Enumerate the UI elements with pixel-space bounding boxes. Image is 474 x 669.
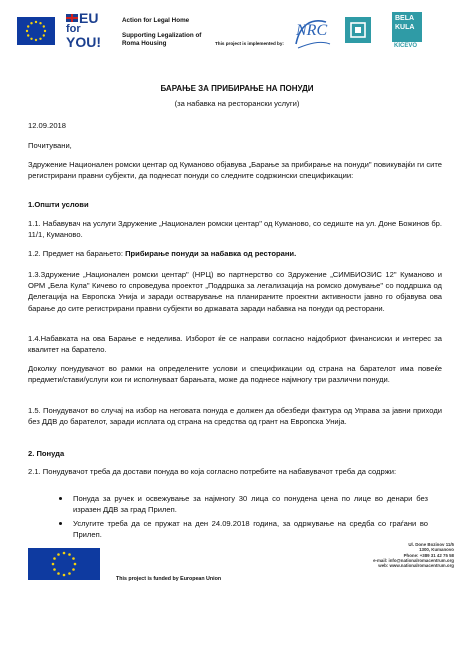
list-item-text: Понуда за ручек и освежување за најмногу 30 лица со понудена цена по лице во денари без изразен ДДВ за град Прилеп. (73, 494, 428, 515)
address-line: Phone: +389 31 42 75 58 (403, 552, 454, 558)
bullet-icon (59, 522, 62, 525)
list-item (73, 518, 428, 540)
document-subtitle: (за набавка на ресторански услуги) (174, 99, 300, 108)
section-2-heading: 2. Понуда (28, 449, 65, 458)
action-title: Action for Legal Home (122, 17, 190, 24)
paragraph-1-4: 1.4.Набавката на ова Барање е неделива. Изборот ќе се направи согласно најдобриот финансиски и интерес за квалитет на баратело. (28, 334, 442, 355)
bela-kula-line-2: KULA (395, 24, 415, 31)
eu-flag-logo (17, 17, 55, 45)
document-title: БАРАЊЕ ЗА ПРИБИРАЊЕ НА ПОНУДИ (160, 84, 314, 93)
paragraph-1-5: 1.5. Понудувачот во случај на избор на неговата понуда е должен да обезбеди фактура од Управа за јавни приходи без ДДВ до барателот, заради исплата од страна на средства од грант на Европска Унија. (28, 406, 442, 427)
address-line: Ul. Done Bozinov 11/5 (408, 542, 454, 547)
footer-address (330, 542, 454, 568)
bela-kula-city: KIČEVO (394, 43, 418, 49)
bela-kula-square-logo (345, 17, 371, 43)
paragraph-1-2-value: Прибирање понуди за набавка од ресторани. (125, 249, 297, 258)
address-line: 1300, Kumanovo (419, 547, 454, 553)
footer-eu-flag (28, 548, 100, 580)
paragraph-1-2 (28, 248, 442, 259)
list-item-text: Услугите треба да се пружат на ден 24.09.2018 година, за одржување на средба со граѓани во Прилеп. (73, 519, 428, 540)
eu-for-you-you: YOU! (66, 34, 101, 50)
implemented-by-label: This project is implemented by: (215, 41, 284, 46)
eu-for-you-logo (66, 12, 116, 50)
bela-kula-logo (392, 12, 422, 52)
nrc-logo (290, 14, 334, 52)
paragraph-1-3: 1.3.Здружение „Национален ромски центар" (НРЦ) во партнерство со Здружение „СИМБИОЗИС 12" Куманово и ОРМ „Бела Кула" Кичево го спроведува проектот „Поддршка за легализација на ромско домување" со поддршка од Делегација на Европска Унија и заради остварување на планираните проектни активности јавно го објавува ова барање до сите регистрирани правни субјекти во државата заради набавка на понуди од ресторани. (28, 270, 442, 313)
paragraph-2-1: 2.1. Понудувачот треба да достави понуда во која согласно потребите на набавувачот треба да содржи: (28, 467, 397, 476)
document-date: 12.09.2018 (28, 121, 67, 130)
address-line: e-mail: info@nationalromacentrum.org (373, 557, 454, 563)
paragraph-1-1: 1.1. Набавувач на услуги Здружение „Национален ромски центар" од Куманово, со седиште на ул. Доне Божинов бр. 11/1, Куманово. (28, 219, 443, 240)
uk-flag-mini-icon (66, 14, 78, 22)
greeting: Почитувани, (28, 141, 72, 150)
funded-by-label: This project is funded by European Union (116, 576, 222, 582)
bullet-icon (59, 497, 62, 500)
paragraph-1-2-label: 1.2. Предмет на барањето: (28, 249, 126, 258)
intro-paragraph: Здружение Национален ромски центар од Куманово објавува „Барање за прибирање на понуди" повикувајќи ги сите регистрирани правни субјекти, да поднесат понуди со следните содржински спецификации: (28, 160, 442, 181)
eu-for-you-eu: EU (79, 10, 99, 26)
eu-stars-icon (17, 17, 55, 45)
supporting-line-1: Supporting Legalization of (122, 32, 202, 39)
eu-stars-icon (28, 548, 100, 580)
ornament-icon (345, 17, 371, 43)
paragraph-offers: Доколку понудувачот во рамки на определените услови и спецификации од страна на барателот има повеќе предмети/стави/услуги кои ги исполнуваат барањата, може да поднесе најмногу три различни понуди. (28, 364, 442, 385)
list-item (73, 493, 428, 515)
nrc-logo-text: NRC (296, 22, 328, 39)
supporting-line-2: Roma Housing (122, 40, 167, 47)
bela-kula-line-1: BELA (395, 15, 415, 22)
address-line: web: www.nationalromacentrum.org (378, 563, 454, 569)
eu-for-you-for: for (66, 23, 81, 35)
section-1-heading: 1.Општи услови (28, 200, 89, 209)
bela-kula-box (392, 12, 422, 42)
